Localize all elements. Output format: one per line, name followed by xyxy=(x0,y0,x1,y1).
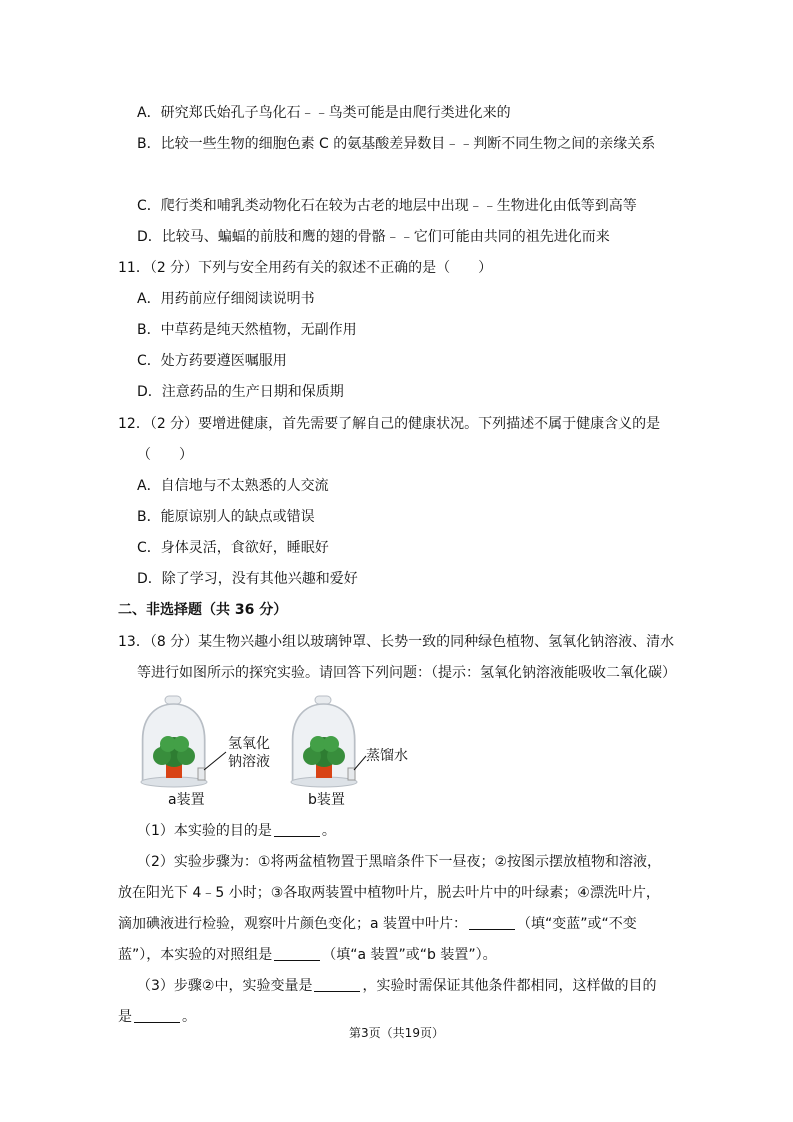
q11-option-c: C．处方药要遵医嘱服用 xyxy=(137,353,287,369)
q11-option-a: A．用药前应仔细阅读说明书 xyxy=(137,291,315,307)
q12-stem-line1: 12．（2 分）要增进健康，首先需要了解自己的健康状况。下列描述不属于健康含义的是 xyxy=(118,416,661,432)
page-footer: 第3页（共19页） xyxy=(349,1026,444,1040)
q12-stem-line2: （ ） xyxy=(137,447,193,463)
q13-part1-text: （1）本实验的目的是 xyxy=(137,823,272,839)
q13-part2-line4-text: 蓝”），本实验的对照组是 xyxy=(118,947,273,963)
answer-blank[interactable] xyxy=(469,915,515,930)
q10-option-b: B．比较一些生物的细胞色素 C 的氨基酸差异数目﹣﹣判断不同生物之间的亲缘关系 xyxy=(137,136,656,152)
answer-blank[interactable] xyxy=(314,977,360,992)
q13-part2-line2: 放在阳光下 4﹣5 小时；③各取两装置中植物叶片，脱去叶片中的叶绿素；④漂洗叶片， xyxy=(118,885,660,901)
q13-part3-line1 xyxy=(137,977,656,995)
q13-part1-end: 。 xyxy=(321,823,336,839)
bell-jar-b xyxy=(291,696,366,787)
q13-part2-line3-end: （填“变蓝”或“不变 xyxy=(517,916,637,932)
q13-part3-line2 xyxy=(118,1008,196,1026)
answer-blank[interactable] xyxy=(274,946,320,961)
q11-option-b: B．中草药是纯天然植物，无副作用 xyxy=(137,322,357,338)
q10-option-d: D．比较马、蝙蝠的前肢和鹰的翅的骨骼﹣﹣它们可能由共同的祖先进化而来 xyxy=(137,229,610,245)
q11-option-d: D．注意药品的生产日期和保质期 xyxy=(137,384,344,400)
q13-part3-line2-text: 是 xyxy=(118,1009,132,1025)
q11-stem: 11．（2 分）下列与安全用药有关的叙述不正确的是（ ） xyxy=(118,260,493,276)
q13-part3-line1-text: （3）步骤②中，实验变量是 xyxy=(137,978,313,994)
section-title: 二、非选择题（共 36 分） xyxy=(118,602,288,618)
q13-part2-line1: （2）实验步骤为：①将两盆植物置于黑暗条件下一昼夜；②按图示摆放植物和溶液， xyxy=(137,854,662,870)
q13-part1 xyxy=(137,822,336,840)
answer-blank[interactable] xyxy=(134,1008,180,1023)
answer-blank[interactable] xyxy=(274,822,320,837)
label-naoh-line2: 钠溶液 xyxy=(228,754,270,770)
q13-part2-line4-end: （填“a 装置”或“b 装置”）。 xyxy=(322,947,497,963)
q12-option-a: A．自信地与不太熟悉的人交流 xyxy=(137,478,329,494)
q12-option-b: B．能原谅别人的缺点或错误 xyxy=(137,509,315,525)
q13-part2-line4 xyxy=(118,946,497,964)
q13-part3-line1-end: ，实验时需保证其他条件都相同，这样做的目的 xyxy=(362,978,657,994)
caption-device-a: a装置 xyxy=(168,792,205,808)
caption-device-b: b装置 xyxy=(308,792,345,808)
q13-stem-line2: 等进行如图所示的探究实验。请回答下列问题：（提示：氢氧化钠溶液能吸收二氧化碳） xyxy=(137,665,676,681)
q10-option-a: A．研究郑氏始孔子鸟化石﹣﹣鸟类可能是由爬行类进化来的 xyxy=(137,105,511,121)
experiment-figure xyxy=(138,694,438,814)
label-distilled-water: 蒸馏水 xyxy=(366,748,408,764)
q12-option-d: D．除了学习，没有其他兴趣和爱好 xyxy=(137,571,358,587)
q13-part3-line2-end: 。 xyxy=(182,1009,196,1025)
q13-stem-line1: 13．（8 分）某生物兴趣小组以玻璃钟罩、长势一致的同种绿色植物、氢氧化钠溶液、清水 xyxy=(118,634,675,650)
bell-jar-a xyxy=(138,696,226,787)
q10-option-c: C．爬行类和哺乳类动物化石在较为古老的地层中出现﹣﹣生物进化由低等到高等 xyxy=(137,198,637,214)
label-naoh-line1: 氢氧化 xyxy=(228,736,270,752)
q12-option-c: C．身体灵活，食欲好，睡眠好 xyxy=(137,540,329,556)
q13-part2-line3-text: 滴加碘液进行检验，观察叶片颜色变化；a 装置中叶片： xyxy=(118,916,468,932)
q13-part2-line3 xyxy=(118,915,637,933)
